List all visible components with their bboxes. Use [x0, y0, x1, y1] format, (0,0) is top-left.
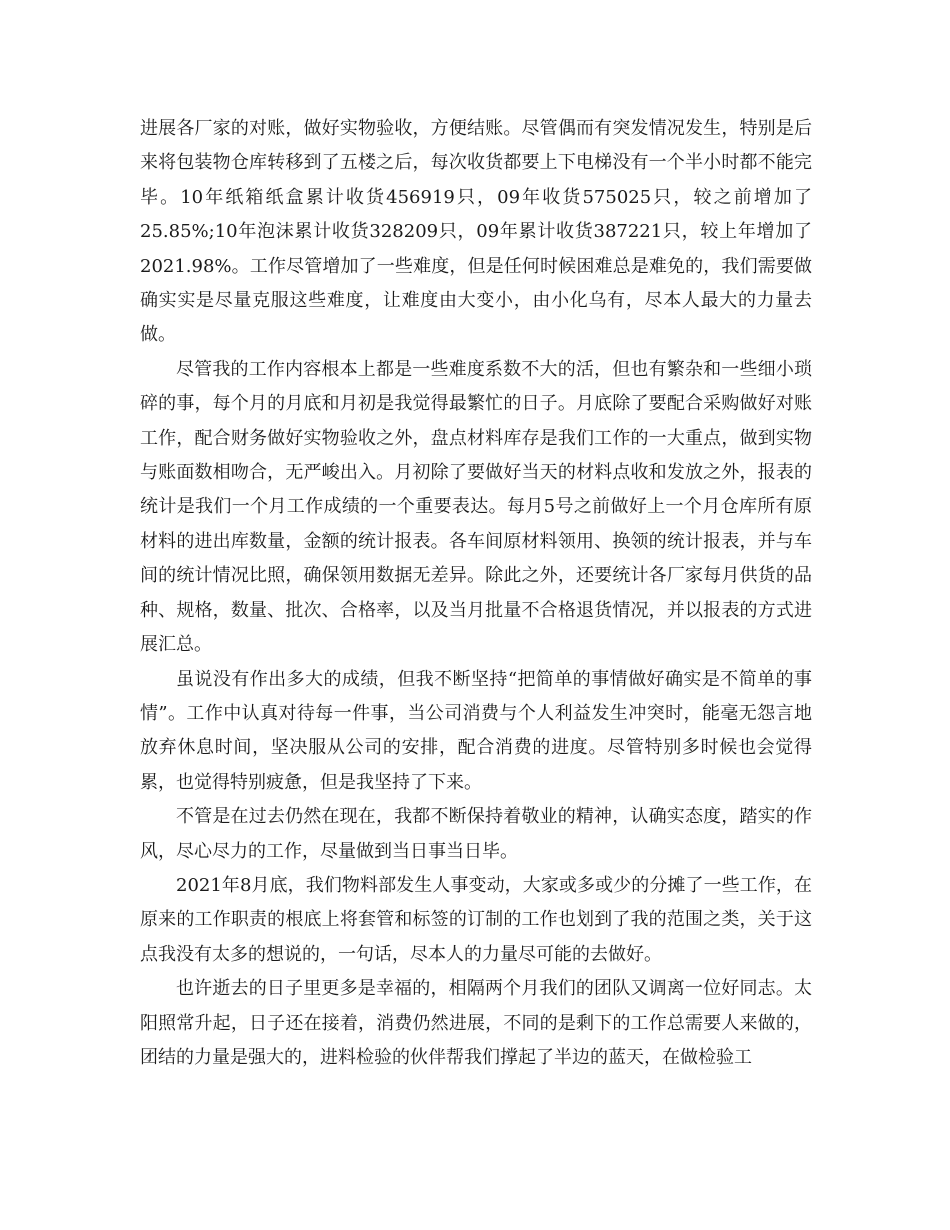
paragraph-3: 虽说没有作出多大的成绩，但我不断坚持“把简单的事情做好确实是不简单的事情”。工作中认真对待每一件事，当公司消费与个人利益发生冲突时，能毫无怨言地放弃休息时间，坚决服从公司的安排，配合消费的进度。尽管特别多时候也会觉得累，也觉得特别疲惫，但是我坚持了下来。 — [140, 668, 812, 793]
paragraph-2: 尽管我的工作内容根本上都是一些难度系数不大的活，但也有繁杂和一些细小琐碎的事，每个月的月底和月初是我觉得最繁忙的日子。月底除了要配合采购做好对账工作，配合财务做好实物验收之外，盘点材料库存是我们工作的一大重点，做到实物与账面数相吻合，无严峻出入。月初除了要做好当天的材料点收和发放之外，报表的统计是我们一个月工作成绩的一个重要表达。每月5号之前做好上一个月仓库所有原材料的进出库数量，金额的统计报表。各车间原材料领用、换领的统计报表，并与车间的统计情况比照，确保领用数据无差异。除此之外，还要统计各厂家每月供货的品种、规格，数量、批次、合格率，以及当月批量不合格退货情况，并以报表的方式进展汇总。 — [140, 358, 812, 656]
paragraph-4: 不管是在过去仍然在现在，我都不断保持着敬业的精神，认确实态度，踏实的作风，尽心尽力的工作，尽量做到当日事当日毕。 — [140, 806, 812, 862]
paragraph-5: 2021年8月底，我们物料部发生人事变动，大家或多或少的分摊了一些工作，在原来的工作职责的根底上将套管和标签的订制的工作也划到了我的范围之类，关于这点我没有太多的想说的，一句话，尽本人的力量尽可能的去做好。 — [140, 874, 812, 965]
paragraph-1: 进展各厂家的对账，做好实物验收，方便结账。尽管偶而有突发情况发生，特别是后来将包装物仓库转移到了五楼之后，每次收货都要上下电梯没有一个半小时都不能完毕。10年纸箱纸盒累计收货456919只，09年收货575025只，较之前增加了25.85%;10年泡沫累计收货328209只，09年累计收货387221只，较上年增加了2021.98%。工作尽管增加了一些难度，但是任何时候困难总是难免的，我们需要做确实实是尽量克服这些难度，让难度由大变小，由小化乌有，尽本人最大的力量去做。 — [140, 118, 812, 346]
paragraph-6: 也许逝去的日子里更多是幸福的，相隔两个月我们的团队又调离一位好同志。太阳照常升起，日子还在接着，消费仍然进展，不同的是剩下的工作总需要人来做的，团结的力量是强大的，进料检验的伙伴帮我们撑起了半边的蓝天，在做检验工 — [140, 978, 812, 1068]
document-body — [140, 112, 812, 1075]
